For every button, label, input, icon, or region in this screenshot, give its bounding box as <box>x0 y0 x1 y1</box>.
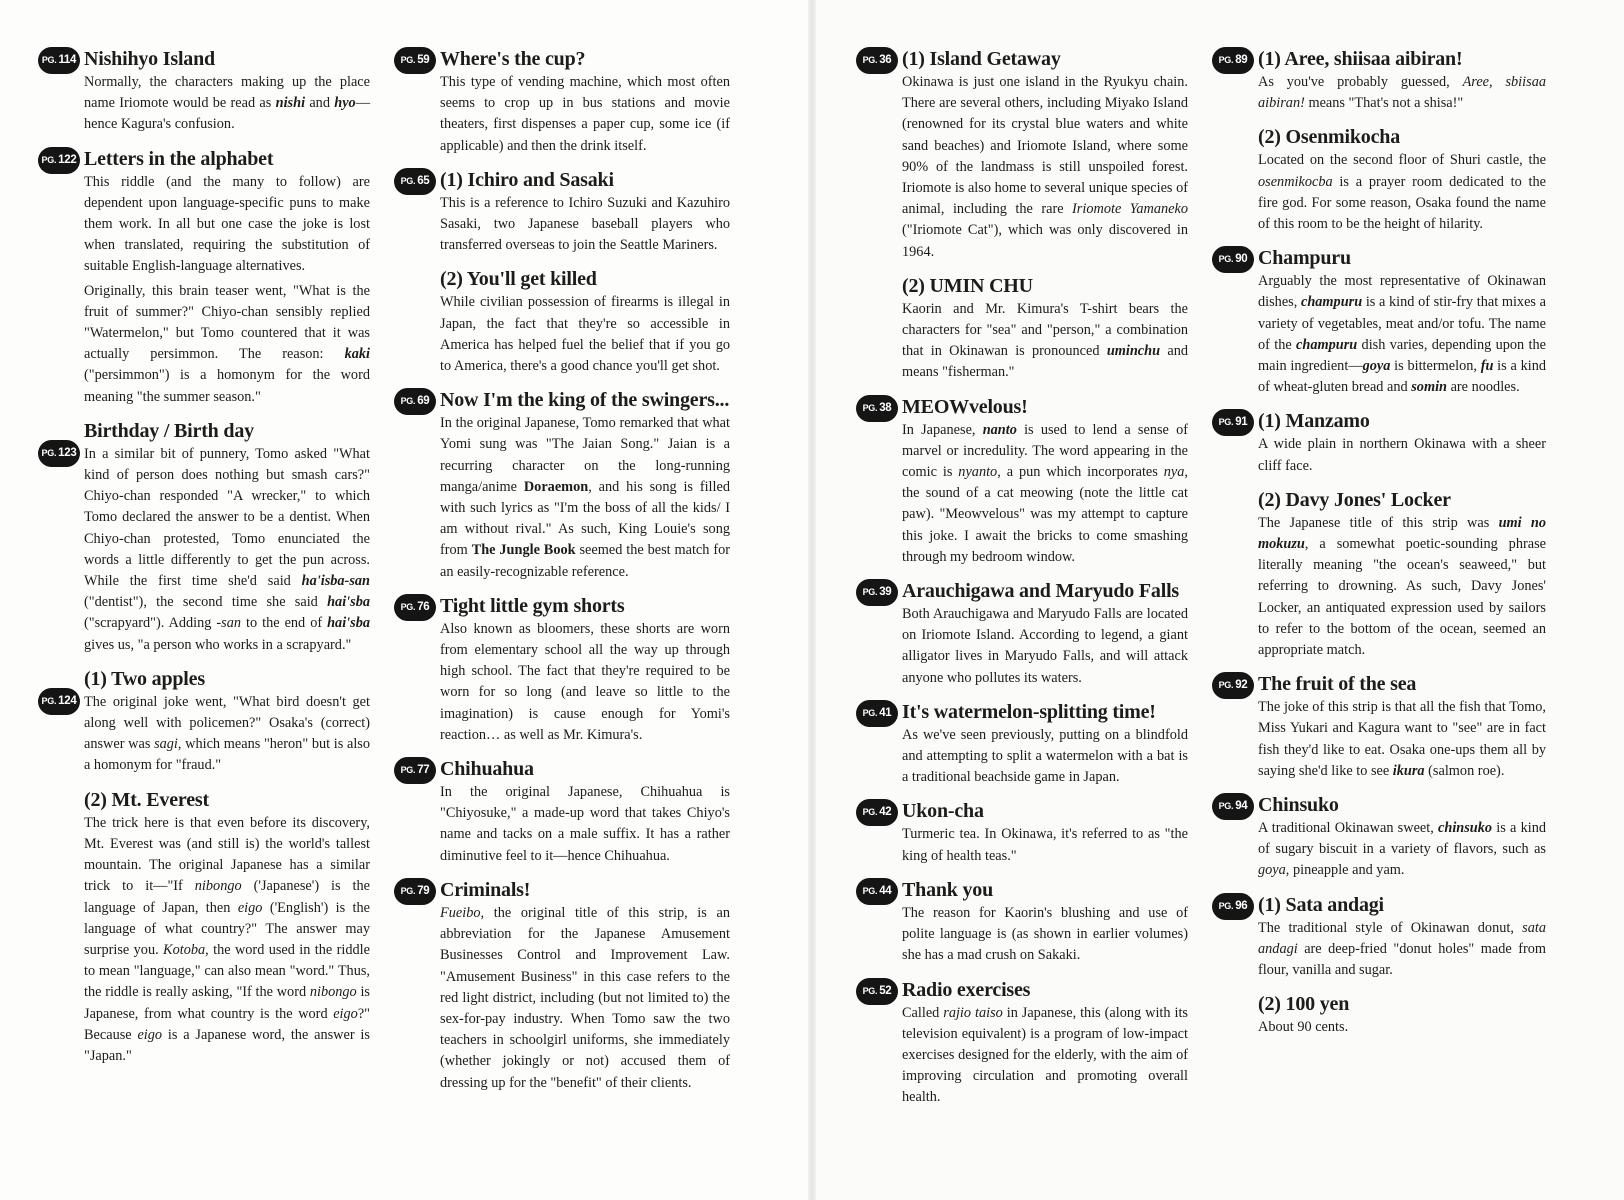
entry-header <box>84 666 370 692</box>
entry-body: Fueibo, the original title of this strip, is an abbreviation for the Japanese Amusement Businesses Control and Improvement Law. "Amusement Business" in this case refers to the red light district, including (but not limited to) the sex-for-pay industry. When Tomo saw the two teachers in schoolgirl uniforms, she immediately (whether jokingly or not) accused them of dressing up for the "benefit" of their clients. <box>440 904 730 1091</box>
glossary-entry <box>1218 46 1546 114</box>
column-1 <box>41 46 370 1077</box>
glossary-entry <box>862 977 1188 1109</box>
glossary-entry <box>1218 892 1546 982</box>
entry-body: As we've seen previously, putting on a blindfold and attempting to split a watermelon with a bat is a traditional beachside game in Japan. <box>902 726 1188 786</box>
page-number: 42 <box>879 806 892 819</box>
entry-header <box>440 266 730 292</box>
entry-body: While civilian possession of firearms is illegal in Japan, the fact that they're so accessible in America has helped fuel the belief that if you go to America, there's a good chance you'll get shot. <box>440 294 730 375</box>
entry-body-wrap <box>41 444 370 656</box>
glossary-entry <box>1218 408 1546 476</box>
entry-title: (1) Sata andagi <box>1258 893 1384 916</box>
entry-title: Birthday / Birth day <box>84 419 254 442</box>
glossary-entry <box>400 877 730 1094</box>
entry-header <box>1218 792 1546 818</box>
entry-body: Also known as bloomers, these shorts are worn from elementary school all the way up through high school. The fact that they're required to be worn for so long (and leave so little to the imagination) is cause enough for Yomi's reaction… as well as Mr. Kimura's. <box>440 620 730 743</box>
page-prefix: PG. <box>41 447 57 458</box>
entry-title: (2) Osenmikocha <box>1258 126 1401 149</box>
entry-title: (1) Aree, shiisaa aibiran! <box>1258 48 1463 70</box>
page-number: 39 <box>879 586 892 599</box>
entry-header <box>1218 245 1546 271</box>
glossary-entry <box>440 266 730 377</box>
column-3 <box>862 46 1188 1119</box>
entry-title: Now I'm the king of the swingers... <box>440 389 730 412</box>
entry-header <box>1218 408 1546 434</box>
page-prefix: PG. <box>862 402 878 413</box>
entry-title: (2) Mt. Everest <box>84 788 209 811</box>
entry-header <box>1258 124 1546 150</box>
entry-header <box>84 787 370 813</box>
entry-header <box>400 593 730 619</box>
entry-title: Chinsuko <box>1258 794 1339 817</box>
entry-body: The trick here is that even before its discovery, Mt. Everest was (and still is) the world's tallest mountain. The original Japanese has a similar trick to it—"If nibongo ('Japanese') is the language of Japan, then eigo ('English') is the language of what country?" The answer may surprise you. Kotoba, the word used in the riddle to mean "language," can also mean "word." Thus, the riddle is really asking, "If the word nibongo is Japanese, from what country is the word eigo?" Because eigo is a Japanese word, the answer is "Japan." <box>84 814 370 1064</box>
page-number: 124 <box>58 694 77 707</box>
entry-header <box>1218 892 1546 918</box>
page-number-badge <box>394 388 436 415</box>
glossary-entry <box>400 387 730 583</box>
glossary-entry <box>1258 487 1546 661</box>
entry-title: Criminals! <box>440 878 531 901</box>
page-prefix: PG. <box>41 154 57 165</box>
page-number-badge <box>856 878 898 905</box>
page-number-badge <box>856 579 898 606</box>
page-prefix: PG. <box>400 601 416 612</box>
page-prefix: PG. <box>400 885 416 896</box>
entry-body: About 90 cents. <box>1258 1019 1349 1036</box>
entry-title: Ukon-cha <box>902 800 984 823</box>
entry-body: A wide plain in northern Okinawa with a sheer cliff face. <box>1258 436 1546 474</box>
glossary-entry <box>84 787 370 1067</box>
column-4 <box>1218 46 1547 1049</box>
entry-body: The joke of this strip is that all the fish that Tomo, Miss Yukari and Kagura want to "see" are in fact fish they'd like to eat. Osaka one-ups them all by saying she'd like to see ikura (salmon roe). <box>1258 699 1546 779</box>
glossary-entry <box>400 46 730 157</box>
entry-body: Kaorin and Mr. Kimura's T-shirt bears the characters for "sea" and "person," a combination that in Okinawan is pronounced uminchu and means "fisherman." <box>902 300 1188 381</box>
page-prefix: PG. <box>862 885 878 896</box>
page-prefix: PG. <box>400 55 416 65</box>
glossary-entry <box>1218 671 1546 782</box>
entry-body: Arguably the most representative of Okinawan dishes, champuru is a kind of stir-fry that mixes a variety of vegetables, meat and/or tofu. The name of the champuru dish varies, depending upon the main ingredient—goya is bittermelon, fu is a kind of wheat-gluten bread and somin are noodles. <box>1258 273 1546 396</box>
entry-body: This is a reference to Ichiro Suzuki and Kazuhiro Sasaki, two Japanese baseball players who transferred overseas to join the Seattle Mariners. <box>440 194 730 254</box>
page-prefix: PG. <box>1218 417 1234 428</box>
page-number: 123 <box>58 446 77 459</box>
page-prefix: PG. <box>400 175 416 186</box>
glossary-entry <box>862 394 1188 568</box>
glossary-entry <box>400 593 730 746</box>
entry-header <box>862 877 1188 903</box>
page-number: 77 <box>417 764 430 777</box>
page-number: 36 <box>879 54 892 66</box>
entry-body: Normally, the characters making up the place name Iriomote would be read as nishi and hyo—hence Kagura's confusion. <box>84 74 370 133</box>
glossary-entry <box>1258 991 1546 1038</box>
entry-body: In Japanese, nanto is used to lend a sense of marvel or incredulity. The word appearing in the comic is nyanto, a pun which incorporates nya, the sound of a cat meowing (note the little cat paw). "Meowvelous" was my attempt to capture this joke. I await the bricks to come smashing through my bedroom window. <box>902 421 1188 565</box>
entry-body: Called rajio taiso in Japanese, this (along with its television equivalent) is a program of low-impact exercises designed for the elderly, with the aim of improving circulation and promoting overall health. <box>902 1004 1188 1106</box>
page-prefix: PG. <box>400 765 416 776</box>
page-number-badge <box>1212 47 1254 74</box>
entry-header <box>862 578 1188 604</box>
page-number-badge <box>38 688 80 715</box>
page-number: 52 <box>879 984 892 997</box>
page-number: 65 <box>417 174 430 187</box>
glossary-entry <box>862 46 1188 263</box>
entry-header <box>1258 487 1546 513</box>
entry-header <box>400 46 730 72</box>
page-number-badge <box>1212 793 1254 820</box>
entry-body: In the original Japanese, Tomo remarked that what Yomi sung was "The Jaian Song." Jaian is a recurring character on the long-running manga/anime Doraemon, and his song is filled with such lyrics as "I'm the boss of all the kids/ I am without rival." As such, King Louie's song from The Jungle Book seemed the best match for an easily-recognizable reference. <box>440 415 730 580</box>
page-number: 94 <box>1235 800 1248 813</box>
entry-title: Radio exercises <box>902 978 1031 1001</box>
page-number: 41 <box>879 706 892 719</box>
entry-title: Champuru <box>1258 247 1351 270</box>
entry-header <box>862 394 1188 420</box>
entry-header <box>84 418 370 444</box>
page-number: 69 <box>417 395 430 408</box>
book-gutter <box>808 0 816 1200</box>
entry-header <box>902 273 1188 299</box>
glossary-entry <box>1218 792 1546 882</box>
entry-header <box>400 877 730 903</box>
entry-title: (1) Two apples <box>84 667 205 690</box>
page-number: 91 <box>1235 416 1248 429</box>
page-number-badge <box>38 47 80 74</box>
entry-title: Letters in the alphabet <box>84 147 274 170</box>
page-prefix: PG. <box>862 587 878 598</box>
page-number-badge <box>856 700 898 727</box>
entry-body: The reason for Kaorin's blushing and use of polite language is (as shown in earlier volumes) she has a mad crush on Sakaki. <box>902 904 1188 964</box>
page-prefix: PG. <box>862 707 878 718</box>
page-number-badge <box>1212 409 1254 436</box>
glossary-entry <box>41 46 370 136</box>
entry-body: In the original Japanese, Chihuahua is "Chiyosuke," a made-up word that takes Chiyo's name and tacks on a male suffix. It has a rather diminutive feel to it—hence Chihuahua. <box>440 784 730 864</box>
page-prefix: PG. <box>1218 801 1234 812</box>
entry-title: (2) You'll get killed <box>440 268 597 291</box>
entry-body: This riddle (and the many to follow) are dependent upon language-specific puns to make them work. In all but one case the joke is lost when translated, requiring the substitution of suitable English-language alternatives. <box>84 173 370 275</box>
entry-header <box>1258 991 1546 1017</box>
entry-title: Where's the cup? <box>440 48 586 70</box>
glossary-entry <box>862 877 1188 967</box>
entry-title: It's watermelon-splitting time! <box>902 700 1156 723</box>
glossary-entry <box>41 418 370 656</box>
page-number-badge <box>1212 672 1254 699</box>
entry-header <box>41 46 370 72</box>
page-prefix: PG. <box>1218 680 1234 691</box>
entry-title: Thank you <box>902 878 994 901</box>
glossary-entry <box>1218 245 1546 398</box>
page-number-badge <box>856 395 898 422</box>
entry-header <box>400 167 730 193</box>
page-number: 89 <box>1235 54 1248 66</box>
entry-title: (1) Island Getaway <box>902 48 1061 70</box>
page-number: 92 <box>1235 679 1248 692</box>
page-prefix: PG. <box>862 985 878 996</box>
page-number-badge <box>394 47 436 74</box>
entry-header <box>862 699 1188 725</box>
glossary-entry <box>902 273 1188 384</box>
entry-header <box>1218 671 1546 697</box>
entry-header <box>1218 46 1546 72</box>
page-number: 59 <box>417 54 430 66</box>
page-prefix: PG. <box>1218 55 1234 65</box>
entry-body: Okinawa is just one island in the Ryukyu chain. There are several others, including Miyako Island (renowned for its crystal blue waters and white sand beaches) and Iriomote Island, where some 90% of the landmass is still unspoiled forest. Iriomote is also home to several unique species of animal, including the rare Iriomote Yamaneko ("Iriomote Cat"), which was only discovered in 1964. <box>902 74 1188 260</box>
page-number-badge <box>856 978 898 1005</box>
entry-title: Nishihyo Island <box>84 48 215 70</box>
entry-body: This type of vending machine, which most often seems to crop up in bus stations and movie theaters, first dispenses a paper cup, some ice (if applicable) and then the drink itself. <box>440 74 730 154</box>
entry-body: The traditional style of Okinawan donut, sata andagi are deep-fried "donut holes" made from flour, vanilla and sugar. <box>1258 919 1546 979</box>
page-number: 90 <box>1235 253 1248 266</box>
entry-title: Tight little gym shorts <box>440 594 625 617</box>
entry-title: (2) 100 yen <box>1258 993 1350 1016</box>
glossary-entry <box>41 146 370 408</box>
entry-header <box>400 387 730 413</box>
page-number-badge <box>394 757 436 784</box>
page-number: 38 <box>879 401 892 414</box>
glossary-entry <box>400 756 730 867</box>
entry-header <box>400 756 730 782</box>
entry-body: Located on the second floor of Shuri castle, the osenmikocba is a prayer room dedicated to the fire god. For some reason, Osaka found the name of this room to be the height of hilarity. <box>1258 152 1546 233</box>
entry-title: (2) Davy Jones' Locker <box>1258 488 1451 511</box>
page-prefix: PG. <box>400 396 416 407</box>
entry-body: The Japanese title of this strip was umi no mokuzu, a somewhat poetic-sounding phrase literally meaning "the ocean's seaweed," but referring to drowning. As such, Davy Jones' Locker, an antiquated expression used by sailors to refer to the bottom of the ocean, seemed an appropriate match. <box>1258 514 1547 659</box>
page-number-badge <box>1212 893 1254 920</box>
page-number-badge <box>394 168 436 195</box>
entry-title: (1) Ichiro and Sasaki <box>440 168 614 191</box>
entry-header <box>41 146 370 172</box>
glossary-entry <box>862 699 1188 789</box>
entry-title: The fruit of the sea <box>1258 673 1417 696</box>
entry-header <box>862 46 1188 72</box>
entry-body: The original joke went, "What bird doesn't get along well with policemen?" Osaka's (correct) answer was sagi, which means "heron" but is also a homonym for "fraud." <box>84 693 370 774</box>
entry-title: (2) UMIN CHU <box>902 274 1033 297</box>
entry-body: Originally, this brain teaser went, "What is the fruit of summer?" Chiyo-chan sensibly replied "Watermelon," but Tomo countered that it was actually persimmon. The reason: kaki ("persimmon") is a homonym for the word meaning "the summer season." <box>84 282 370 405</box>
page-prefix: PG. <box>862 55 878 65</box>
page-number: 44 <box>879 884 892 897</box>
page-prefix: PG. <box>1218 254 1234 265</box>
page-prefix: PG. <box>41 55 57 65</box>
page-number-badge <box>856 47 898 74</box>
page-number: 122 <box>58 153 77 166</box>
page-number: 76 <box>417 600 430 613</box>
entry-body: A traditional Okinawan sweet, chinsuko is a kind of sugary biscuit in a variety of flavors, such as goya, pineapple and yam. <box>1258 820 1546 879</box>
page-number-badge <box>38 440 80 467</box>
page-number-badge <box>856 799 898 826</box>
glossary-entry <box>862 578 1188 689</box>
entry-body: Turmeric tea. In Okinawa, it's referred to as "the king of health teas." <box>902 826 1188 864</box>
page-prefix: PG. <box>862 807 878 818</box>
glossary-entry <box>1258 124 1546 235</box>
entry-title: MEOWvelous! <box>902 395 1028 418</box>
entry-body-wrap <box>41 692 370 777</box>
page-prefix: PG. <box>1218 900 1234 911</box>
entry-header <box>862 798 1188 824</box>
page-number: 79 <box>417 884 430 897</box>
page-number-badge <box>394 878 436 905</box>
entry-title: Chihuahua <box>440 758 534 781</box>
page-prefix: PG. <box>41 695 57 706</box>
page-number-badge <box>1212 246 1254 273</box>
entry-title: (1) Manzamo <box>1258 410 1370 433</box>
glossary-entry <box>400 167 730 257</box>
page-number: 114 <box>58 54 77 66</box>
entry-body: As you've probably guessed, Aree, sbiisaa aibiran! means "That's not a shisa!" <box>1258 74 1546 112</box>
page-number-badge <box>394 594 436 621</box>
column-2 <box>400 46 730 1104</box>
entry-body: Both Arauchigawa and Maryudo Falls are located on Iriomote Island. According to legend, a giant alligator lives in Maryudo Falls, and will attack anyone who pollutes its waters. <box>902 606 1188 686</box>
page-number: 96 <box>1235 899 1248 912</box>
page-number-badge <box>38 147 80 174</box>
glossary-entry <box>41 666 370 777</box>
entry-body: In a similar bit of punnery, Tomo asked "What kind of person does nothing but smash cars?" Chiyo-chan responded "A wrecker," to which Tomo declared the answer to be a dentist. When Chiyo-chan protested, Tomo enunciated the words a little differently to get the pun across. While the first time she'd said ha'isba-san ("dentist"), the second time she said hai'sba ("scrapyard"). Adding -san to the end of hai'sba gives us, "a person who works in a scrapyard." <box>84 445 370 653</box>
glossary-entry <box>862 798 1188 866</box>
entry-header <box>862 977 1188 1003</box>
entry-title: Arauchigawa and Maryudo Falls <box>902 580 1180 603</box>
